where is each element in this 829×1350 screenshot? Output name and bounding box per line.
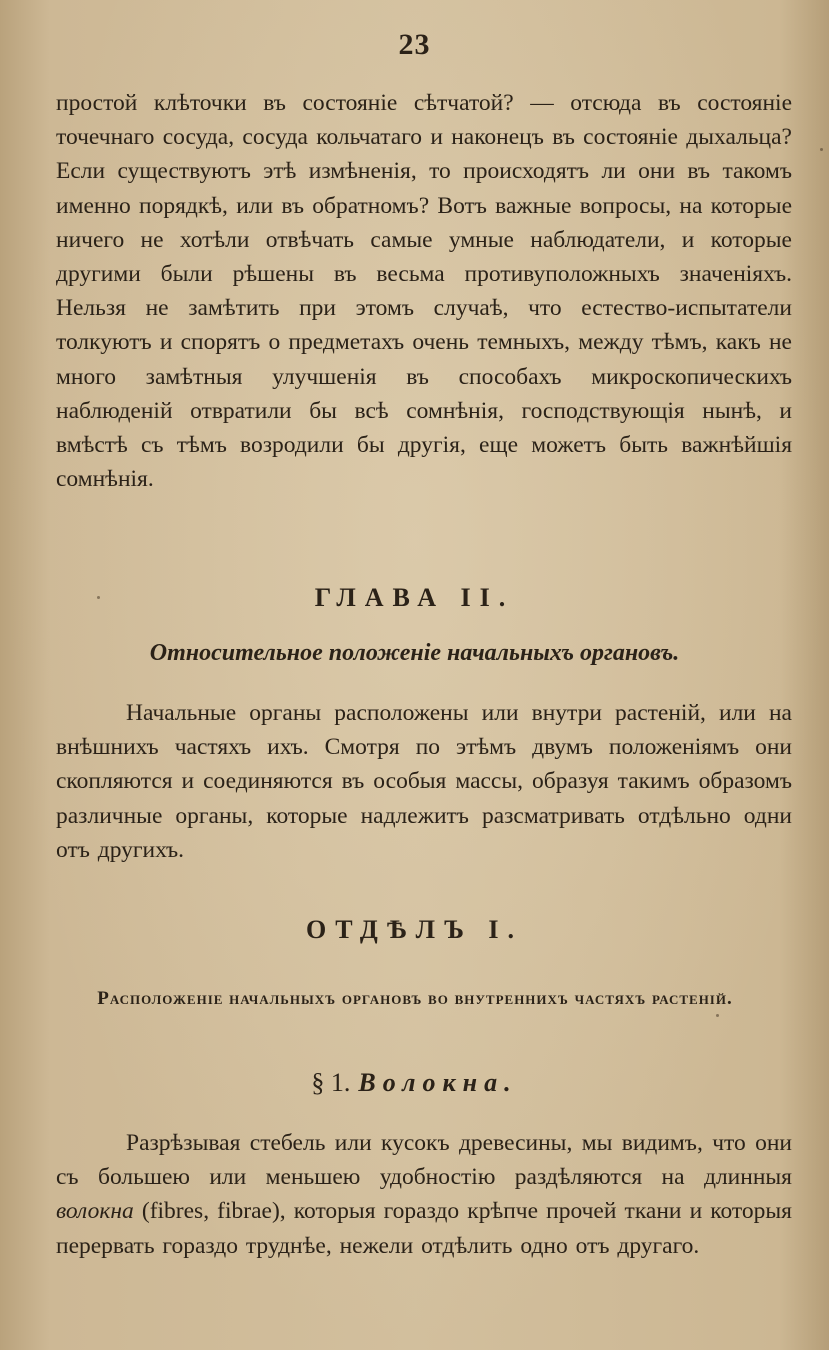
paragraph-heading	[0, 1068, 829, 1098]
chapter-subtitle: Относительное положеніе начальныхъ органовъ.	[149, 640, 680, 666]
paragraph-3	[56, 1126, 792, 1263]
paper-speck	[820, 148, 823, 151]
section-subtitle: Расположеніе начальныхъ органовъ во внутреннихъ частяхъ растеній.	[97, 988, 733, 1009]
paragraph-3-text-after: (fibres, fibrae), которыя гораздо крѣпче прочей ткани и которыя перервать гораздо труднѣе, нежели отдѣлить одно отъ другаго.	[56, 1198, 792, 1259]
paragraph-3-text-before: Разрѣзывая стебель или кусокъ древесины, мы видимъ, что они съ большею или меньшею удобностію раздѣляются на длинныя	[56, 1130, 792, 1191]
paragraph-1: простой клѣточки въ состояніе сѣтчатой? — отсюда въ состояніе точечнаго сосуда, сосуда кольчатаго и наконецъ въ состояніе дыхальца? Если существуютъ этѣ измѣненія, то происходятъ ли они въ такомъ именно порядкѣ, или въ обратномъ? Вотъ важные вопросы, на которые ничего не хотѣли отвѣчать самые умные наблюдатели, и которые другими были рѣшены въ весьма противуположныхъ значеніяхъ. Нельзя не замѣтить при этомъ случаѣ, что естество-испытатели толкуютъ и спорятъ о предметахъ очень темныхъ, между тѣмъ, какъ не много замѣтныя улучшенія въ способахъ микроскопическихъ наблюденій отвратили бы всѣ сомнѣнія, господствующія нынѣ, и вмѣстѣ съ тѣмъ возродили бы другія, еще можетъ быть важнѣйшія сомнѣнія.	[56, 90, 792, 493]
paper-speck	[716, 1014, 719, 1017]
page-number: 23	[398, 28, 431, 61]
paragraph-2: Начальные органы расположены или внутри растеній, или на внѣшнихъ частяхъ ихъ. Смотря по этѣмъ двумъ положеніямъ они скопляются и соединяются въ особыя массы, образуя такимъ образомъ различные органы, которые надлежитъ разсматривать отдѣльно одни отъ другихъ.	[56, 700, 792, 863]
paragraph-3-italic-term: волокна	[56, 1198, 134, 1225]
paragraph-number: § 1.	[311, 1068, 351, 1097]
paragraph-title: Волокна.	[358, 1068, 518, 1097]
chapter-heading: ГЛАВА II.	[314, 583, 515, 612]
section-heading: ОТДѢЛЪ I.	[305, 915, 524, 944]
paper-speck	[97, 596, 100, 599]
